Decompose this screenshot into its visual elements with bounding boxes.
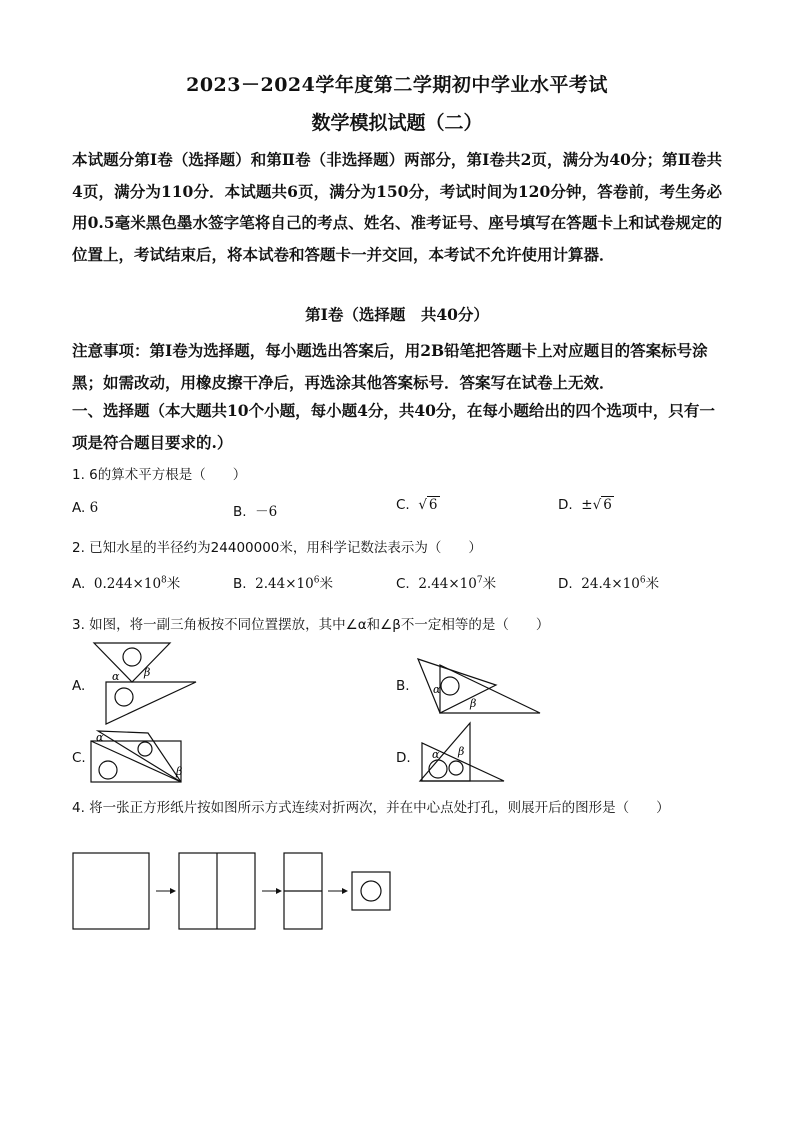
question-1-option-d[interactable]: D. ±√ 6 (558, 497, 612, 513)
question-2-option-d[interactable]: D. $24.4\times 10^6$米 (558, 575, 660, 592)
exam-instructions: 本试题分第Ⅰ卷（选择题）和第Ⅱ卷（非选择题）两部分，第Ⅰ卷共2页，满分为40分；第Ⅱ卷共4页，满分为110分．本试题共6页，满分为150分，考试时间为120分钟，答卷前，考生务必用0.5毫米黑色墨水签字笔将自己的考点、姓名、准考证号、座号填写在答题卡上和试卷规定的位置上，考试结束后，将本试卷和答题卡一并交回，本考试不允许使用计算器． (72, 150, 722, 264)
arrow-head-icon (342, 888, 348, 894)
beta-label: β (176, 765, 183, 778)
question-2-option-b[interactable]: B. $2.44\times 10^6$米 (233, 575, 333, 592)
question-3-stem: 3. 如图，将一副三角板按不同位置摆放，其中∠α和∠β不一定相等的是（ ） (72, 617, 550, 633)
section-one-heading: 一、选择题（本大题共10个小题，每小题4分，共40分，在每小题给出的四个选项中，只有一项是符合题目要求的.） (72, 401, 715, 452)
set-square-upper (98, 731, 181, 782)
small-square-punched (352, 872, 390, 910)
triangle-figure-d (412, 715, 512, 785)
alpha-label: α (433, 683, 441, 696)
exam-subtitle: 数学模拟试题（二） (311, 112, 483, 134)
alpha-label: α (432, 748, 440, 761)
alpha-label: α (112, 670, 120, 683)
question-1-stem: 1. 6的算术平方根是（ ） (72, 467, 247, 483)
question-3-option-d-label[interactable]: D. (396, 750, 411, 766)
set-square-hole (429, 760, 447, 778)
question-2-stem: 2. 已知水星的半径约为24400000米，用科学记数法表示为（ ） (72, 540, 482, 556)
beta-label: β (458, 745, 465, 758)
set-square-lower (106, 682, 196, 724)
triangle-figure-c (88, 727, 198, 787)
square-paper (73, 853, 149, 929)
set-square-upper (94, 643, 170, 682)
set-square-hole (449, 761, 463, 775)
alpha-label: α (96, 731, 104, 744)
question-3-option-c-label[interactable]: C. (72, 750, 86, 766)
part-one-heading: 第Ⅰ卷（选择题 共40分） (305, 305, 489, 324)
triangle-figure-a (88, 640, 208, 730)
sqrt-symbol: √ 6 (418, 497, 438, 513)
question-2-option-a[interactable]: A. $0.244\times 10^8$米 (72, 575, 181, 592)
question-3-option-b-label[interactable]: B. (396, 678, 410, 694)
question-1-option-a[interactable]: A. 6 (72, 500, 99, 516)
set-square-hole (123, 648, 141, 666)
punched-hole (361, 881, 381, 901)
set-square-hole (138, 742, 152, 756)
arrow-head-icon (170, 888, 176, 894)
question-3-option-a-label[interactable]: A. (72, 678, 86, 694)
beta-label: β (144, 666, 151, 679)
beta-label: β (470, 697, 477, 710)
folding-diagram (72, 852, 412, 932)
arrow-head-icon (276, 888, 282, 894)
notice-text: 注意事项：第Ⅰ卷为选择题，每小题选出答案后，用2B铅笔把答题卡上对应题目的答案标号涂黑；如需改动，用橡皮擦干净后，再选涂其他答案标号．答案写在试卷上无效． (72, 341, 708, 392)
set-square-hole (115, 688, 133, 706)
question-1-option-c[interactable]: C. √ 6 (396, 497, 438, 513)
question-1-option-b[interactable]: B. －6 (233, 504, 278, 520)
set-square-hole (441, 677, 459, 695)
sqrt-symbol: √ 6 (592, 497, 612, 513)
question-4-stem: 4. 将一张正方形纸片按如图所示方式连续对折两次，并在中心点处打孔，则展开后的图形是（ ） (72, 800, 670, 816)
question-2-option-c[interactable]: C. $2.44\times 10^7$米 (396, 575, 497, 592)
set-square-hole (99, 761, 117, 779)
exam-title: 2023－2024学年度第二学期初中学业水平考试 (186, 74, 608, 96)
